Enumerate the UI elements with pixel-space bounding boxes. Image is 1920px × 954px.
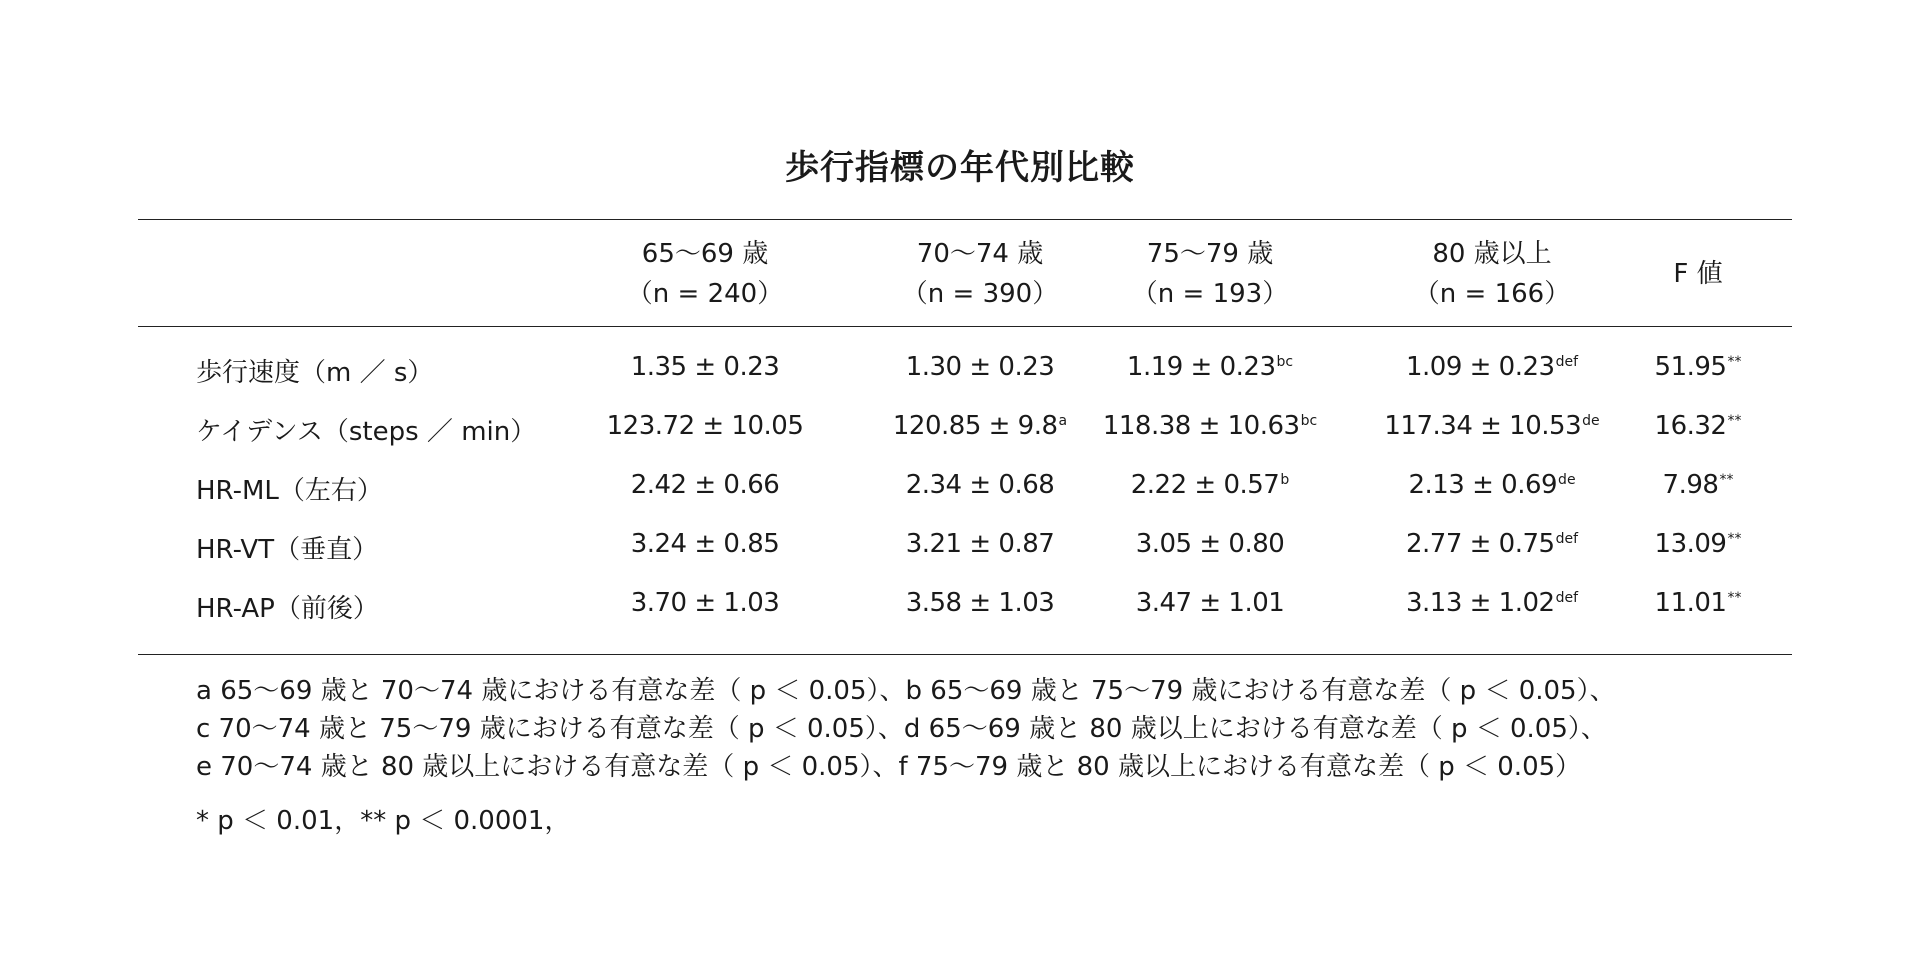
cell-value: 2.13 ± 0.69 [1408, 470, 1558, 500]
cell-value: 51.95 [1654, 352, 1727, 382]
cell-value: 2.22 ± 0.57 [1130, 470, 1280, 500]
table-cell [607, 411, 804, 441]
row-label: HR-AP（前後） [196, 594, 379, 624]
significance-note: * p ＜ 0.01，** p ＜ 0.0001， [196, 806, 571, 836]
significance-marker: def [1555, 354, 1579, 370]
significance-marker: ** [1719, 472, 1734, 488]
significance-marker: ** [1727, 354, 1742, 370]
f-value-cell [1663, 470, 1734, 500]
table-header-rule [138, 326, 1792, 327]
table-cell [1408, 470, 1575, 500]
table-cell [631, 352, 780, 382]
table-cell [906, 588, 1055, 618]
footnote-line: e 70〜74 歳と 80 歳以上における有意な差（ p ＜ 0.05）、f 75〜79 歳と 80 歳以上における有意な差（ p ＜ 0.05） [196, 752, 1582, 782]
cell-value: 1.09 ± 0.23 [1405, 352, 1555, 382]
table-title: 歩行指標の年代別比較 [785, 148, 1135, 188]
table-top-rule [138, 219, 1792, 220]
f-value-cell [1655, 352, 1742, 382]
table-cell [1384, 411, 1599, 441]
cell-value: 11.01 [1654, 588, 1727, 618]
cell-value: 117.34 ± 10.53 [1384, 411, 1582, 441]
table-cell [631, 470, 780, 500]
table-cell [1406, 352, 1578, 382]
significance-marker: de [1582, 413, 1600, 429]
footnote-line: c 70〜74 歳と 75〜79 歳における有意な差（ p ＜ 0.05）、d 65〜69 歳と 80 歳以上における有意な差（ p ＜ 0.05）、 [196, 714, 1607, 744]
table-cell [1103, 411, 1317, 441]
cell-value: 3.70 ± 1.03 [630, 588, 780, 618]
cell-value: 2.34 ± 0.68 [905, 470, 1055, 500]
table-cell [1406, 588, 1578, 618]
cell-value: 3.21 ± 0.87 [905, 529, 1055, 559]
cell-value: 13.09 [1654, 529, 1727, 559]
cell-value: 2.77 ± 0.75 [1405, 529, 1555, 559]
cell-value: 1.30 ± 0.23 [905, 352, 1055, 382]
table-bottom-rule [138, 654, 1792, 655]
significance-marker: def [1555, 531, 1579, 547]
cell-value: 3.05 ± 0.80 [1135, 529, 1285, 559]
row-label: HR-VT（垂直） [196, 535, 379, 565]
f-value-cell [1655, 411, 1742, 441]
column-header-70-74: 70〜74 歳 （n = 390） [901, 239, 1059, 309]
table-cell [906, 470, 1055, 500]
table-cell [1136, 588, 1285, 618]
f-value-cell [1655, 529, 1742, 559]
table-cell [906, 352, 1055, 382]
table-cell [1136, 529, 1285, 559]
f-value-cell [1655, 588, 1742, 618]
table-cell [1127, 352, 1293, 382]
table-cell [893, 411, 1067, 441]
cell-value: 120.85 ± 9.8 [892, 411, 1058, 441]
cell-value: 118.38 ± 10.63 [1102, 411, 1300, 441]
cell-value: 3.47 ± 1.01 [1135, 588, 1285, 618]
significance-marker: de [1558, 472, 1576, 488]
table-cell [1131, 470, 1290, 500]
table-cell [631, 588, 780, 618]
cell-value: 3.24 ± 0.85 [630, 529, 780, 559]
significance-marker: b [1280, 472, 1290, 488]
cell-value: 1.19 ± 0.23 [1126, 352, 1276, 382]
column-header-80-plus: 80 歳以上 （n = 166） [1413, 239, 1571, 309]
significance-marker: bc [1276, 354, 1294, 370]
row-label: ケイデンス（steps ／ min） [196, 417, 537, 447]
footnote-line: a 65〜69 歳と 70〜74 歳における有意な差（ p ＜ 0.05）、b 65〜69 歳と 75〜79 歳における有意な差（ p ＜ 0.05）、 [196, 676, 1616, 706]
column-header-75-79: 75〜79 歳 （n = 193） [1131, 239, 1289, 309]
significance-marker: def [1555, 590, 1579, 606]
significance-marker: bc [1300, 413, 1318, 429]
column-header-f-value: F 値 [1673, 259, 1723, 289]
significance-marker: a [1058, 413, 1068, 429]
footnotes [196, 672, 1616, 786]
row-label: 歩行速度（m ／ s） [196, 358, 434, 388]
cell-value: 7.98 [1662, 470, 1719, 500]
table-cell [906, 529, 1055, 559]
cell-value: 3.58 ± 1.03 [905, 588, 1055, 618]
cell-value: 2.42 ± 0.66 [630, 470, 780, 500]
cell-value: 123.72 ± 10.05 [606, 411, 804, 441]
table-cell [1406, 529, 1578, 559]
table-cell [631, 529, 780, 559]
cell-value: 1.35 ± 0.23 [630, 352, 780, 382]
row-label: HR-ML（左右） [196, 476, 383, 506]
cell-value: 16.32 [1654, 411, 1727, 441]
significance-marker: ** [1727, 531, 1742, 547]
cell-value: 3.13 ± 1.02 [1405, 588, 1555, 618]
column-header-65-69: 65〜69 歳 （n = 240） [626, 239, 784, 309]
significance-marker: ** [1727, 590, 1742, 606]
significance-marker: ** [1727, 413, 1742, 429]
